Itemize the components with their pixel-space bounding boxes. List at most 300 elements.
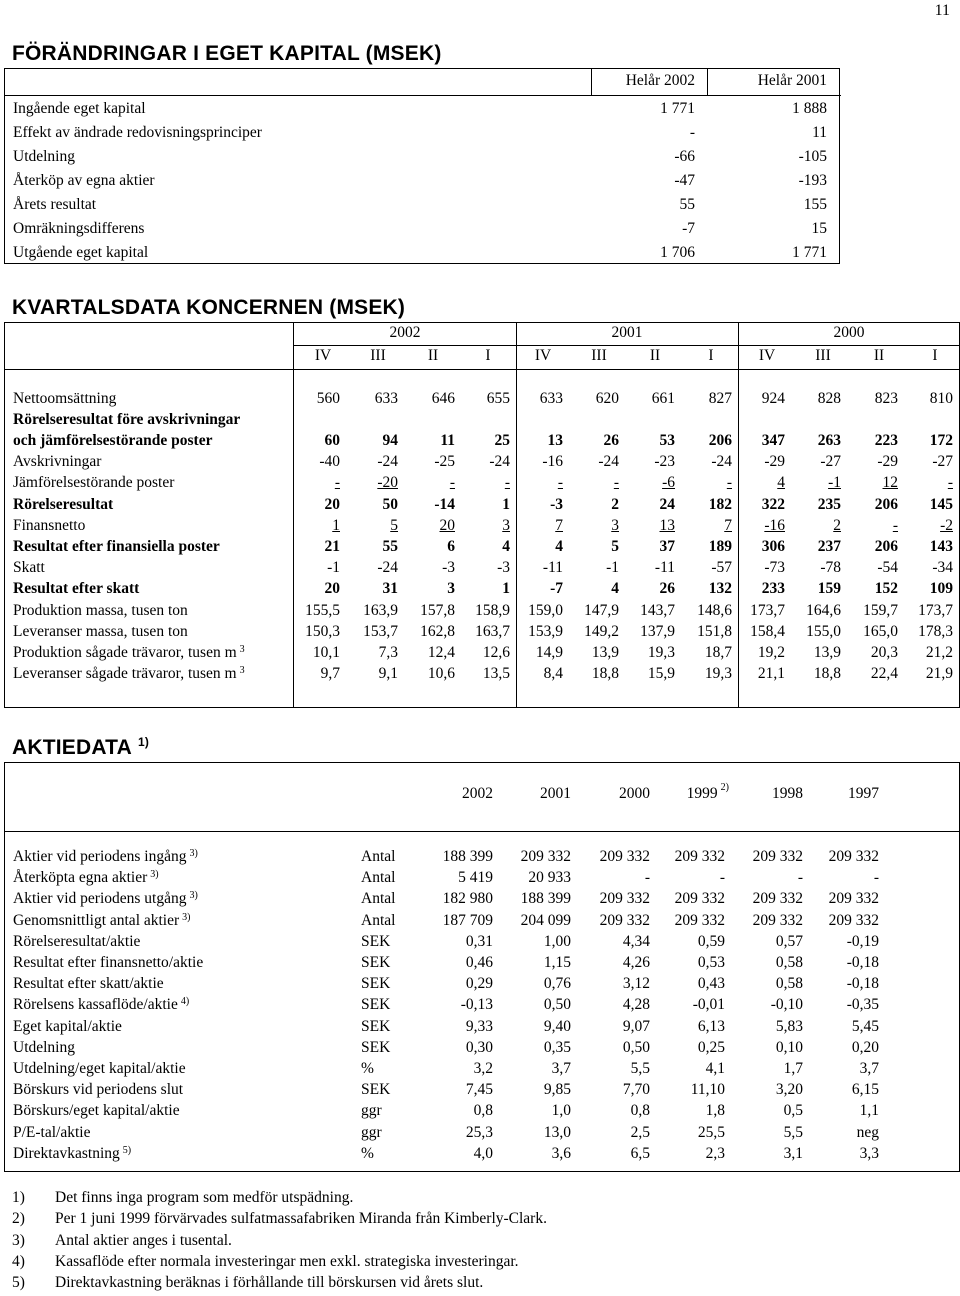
share-row-label: [13, 847, 198, 867]
quarterly-value: 233: [761, 580, 785, 598]
quarterly-value: 13,9: [591, 644, 619, 661]
share-value: 0,29: [465, 975, 493, 993]
quarterly-value: 21,1: [757, 665, 785, 683]
share-value: -0,10: [770, 996, 803, 1014]
quarterly-value: 26: [603, 432, 619, 450]
share-value: 0,43: [697, 975, 725, 993]
share-value: 1,0: [551, 1102, 571, 1120]
share-value: 209 332: [674, 848, 725, 865]
quarterly-row: [5, 473, 960, 494]
quarterly-value: 15,9: [647, 665, 675, 683]
equity-row-label: Årets resultat: [13, 196, 97, 213]
share-value: 25,3: [465, 1123, 493, 1141]
quarterly-value: 31: [382, 580, 398, 598]
share-row-unit: SEK: [361, 996, 391, 1014]
share-value: 5,5: [630, 1060, 650, 1077]
quarterly-row-label-text: Skatt: [13, 559, 45, 577]
share-value: 11,10: [690, 1081, 725, 1099]
quarterly-row-label: [13, 473, 174, 493]
share-value: 209 332: [599, 848, 650, 865]
share-row-label: [13, 1080, 183, 1100]
share-year-text: 1999: [686, 785, 718, 802]
share-row-label: [13, 1059, 186, 1079]
quarterly-row-label-text: Produktion sågade trävaror, tusen m: [13, 644, 237, 661]
share-row-label-text: Eget kapital/aktie: [13, 1017, 122, 1035]
share-value: 4,26: [622, 954, 650, 971]
quarterly-value: 164,6: [806, 601, 841, 619]
share-value: 3,6: [551, 1144, 571, 1162]
quarterly-value: -: [613, 474, 619, 492]
quarterly-value: 109: [929, 580, 953, 598]
equity-title: FÖRÄNDRINGAR I EGET KAPITAL (MSEK): [12, 42, 442, 65]
share-value: -0,19: [846, 932, 879, 950]
share-value: 209 332: [520, 848, 571, 865]
quarterly-value: 7,3: [378, 644, 398, 661]
quarterly-value: -29: [877, 453, 898, 471]
share-value: 20 933: [528, 869, 571, 887]
share-row-label-text: Resultat efter skatt/aktie: [13, 975, 164, 993]
quarterly-value: -57: [711, 559, 732, 577]
quarterly-value: 189: [708, 538, 732, 555]
quarterly-value: -27: [820, 453, 841, 471]
quarterly-value: 60: [324, 432, 340, 450]
quarter-header: IV: [314, 347, 332, 364]
quarterly-value: 173,7: [918, 601, 953, 619]
share-year-header: [413, 785, 493, 803]
equity-value-2001: 1 771: [792, 244, 827, 261]
equity-row-label: Utdelning: [13, 148, 75, 165]
share-value: 9,40: [543, 1017, 571, 1035]
equity-row: [5, 243, 841, 263]
footnote-number: 4): [12, 1252, 25, 1270]
quarterly-value: 10,1: [312, 644, 340, 661]
quarterly-value: -54: [877, 559, 898, 577]
share-value: 188 399: [442, 848, 493, 865]
quarterly-value: 655: [486, 390, 510, 407]
share-value: -0,13: [460, 996, 493, 1014]
quarterly-value: 173,7: [750, 601, 785, 619]
quarterly-value: -3: [497, 559, 510, 577]
quarterly-value: 50: [382, 495, 398, 513]
quarterly-value: 153,7: [363, 622, 398, 640]
quarterly-value: 7: [555, 516, 563, 534]
footnote: [12, 1253, 519, 1271]
share-row-label-text: Börskurs/eget kapital/aktie: [13, 1102, 180, 1120]
quarterly-value: 55: [382, 538, 398, 555]
quarterly-value: 823: [874, 390, 898, 407]
quarterly-row-label: [13, 558, 45, 578]
quarterly-row-label: [13, 410, 240, 430]
share-row-unit: SEK: [361, 932, 391, 950]
quarterly-row: [5, 389, 960, 410]
quarterly-value: 263: [817, 432, 841, 450]
quarter-header: II: [427, 347, 439, 364]
quarterly-row-label: [13, 664, 245, 684]
share-value: 6,13: [697, 1017, 725, 1035]
share-value: 209 332: [752, 911, 803, 929]
equity-header-2002: Helår 2002: [625, 72, 695, 89]
share-value: 1,15: [543, 954, 571, 971]
share-value: 0,25: [697, 1038, 725, 1056]
share-value: 4,28: [622, 996, 650, 1014]
share-value: 5,45: [851, 1017, 879, 1035]
share-row: [5, 1123, 960, 1143]
quarterly-value: -29: [764, 453, 785, 471]
quarterly-value: 8,4: [543, 665, 563, 683]
share-row: [5, 995, 960, 1015]
share-value: 7,45: [465, 1081, 493, 1099]
equity-value-2001: -193: [798, 172, 827, 189]
share-value: 209 332: [752, 848, 803, 865]
quarterly-value: 560: [316, 390, 340, 407]
quarterly-value: -: [947, 474, 953, 492]
share-row-label: [13, 1038, 75, 1058]
footnote: [12, 1210, 547, 1228]
quarterly-value: 646: [431, 390, 455, 407]
superscript: 3): [150, 869, 159, 881]
share-row-unit: SEK: [361, 1017, 391, 1035]
quarter-header: I: [485, 347, 491, 364]
quarterly-value: 827: [708, 390, 732, 407]
quarterly-row: [5, 537, 960, 558]
share-row-label-text: P/E-tal/aktie: [13, 1123, 91, 1141]
share-value: 0,76: [543, 975, 571, 993]
share-value: 209 332: [674, 890, 725, 908]
share-row-label: [13, 953, 203, 973]
quarterly-value: 206: [708, 432, 732, 450]
quarterly-value: 633: [374, 390, 398, 407]
equity-value-2001: 11: [812, 124, 827, 141]
quarter-header: I: [708, 347, 714, 364]
quarterly-value: -11: [542, 559, 563, 577]
quarter-header: III: [591, 347, 607, 364]
quarterly-value: 3: [447, 580, 455, 598]
quarterly-value: -25: [434, 453, 455, 471]
quarterly-value: -24: [598, 453, 619, 471]
share-row-unit: Antal: [361, 848, 396, 865]
quarterly-value: 153,9: [528, 622, 563, 640]
quarterly-row-label: [13, 452, 101, 472]
quarterly-value: 37: [659, 538, 675, 555]
share-value: -: [644, 869, 650, 887]
quarterly-value: 151,8: [697, 622, 732, 640]
share-value: 0,10: [775, 1038, 803, 1056]
share-value: 13,0: [543, 1123, 571, 1141]
quarterly-row-label: [13, 537, 220, 557]
share-value: 209 332: [599, 911, 650, 929]
share-value: 1,1: [859, 1102, 879, 1120]
share-value: 3,7: [859, 1060, 879, 1077]
equity-value-2002: -47: [674, 172, 695, 189]
share-row-unit: Antal: [361, 869, 396, 887]
quarter-header: IV: [758, 347, 776, 364]
quarterly-value: 13,9: [813, 644, 841, 661]
share-value: 3,1: [783, 1144, 803, 1162]
share-row: [5, 1080, 960, 1100]
share-row-label-text: Börskurs vid periodens slut: [13, 1081, 184, 1099]
quarterly-value: 26: [659, 580, 675, 598]
quarterly-value: -20: [377, 474, 398, 492]
quarterly-row-label: [13, 495, 113, 515]
share-value: 0,31: [465, 932, 493, 950]
quarterly-value: 924: [761, 390, 785, 407]
quarterly-value: 633: [539, 390, 563, 407]
quarterly-row-label-text: Nettoomsättning: [13, 390, 117, 407]
share-value: 5 419: [458, 869, 493, 887]
equity-value-2002: -66: [674, 148, 695, 165]
share-row-label: [13, 1123, 90, 1143]
equity-row: [5, 123, 841, 143]
quarter-header: II: [649, 347, 661, 364]
share-value: 1,00: [543, 932, 571, 950]
share-row-label-text: Resultat efter finansnetto/aktie: [13, 954, 204, 971]
equity-value-2001: 1 888: [792, 100, 827, 117]
quarterly-value: 2: [611, 495, 619, 513]
superscript: 5): [122, 1144, 132, 1156]
quarterly-value: 5: [611, 538, 619, 555]
share-year-text: 2001: [540, 785, 571, 802]
share-year-text: 1998: [772, 785, 803, 802]
quarterly-row-label-text: Leveranser massa, tusen ton: [13, 622, 188, 640]
equity-value-2002: -7: [682, 220, 695, 237]
quarterly-row: [5, 579, 960, 600]
share-value: 5,5: [783, 1123, 803, 1141]
share-year-text: 2002: [462, 785, 493, 802]
quarterly-value: 20: [324, 580, 340, 598]
equity-row: [5, 99, 841, 119]
equity-row-label: Återköp av egna aktier: [13, 172, 155, 189]
quarterly-value: -: [892, 516, 898, 534]
quarterly-value: 147,9: [584, 601, 619, 619]
share-row: [5, 1101, 960, 1121]
equity-row: [5, 195, 841, 215]
quarterly-value: 9,7: [320, 665, 340, 683]
quarterly-value: 14,9: [535, 644, 563, 661]
share-row-label: [13, 911, 191, 931]
quarterly-value: -: [449, 474, 455, 492]
share-value: 3,3: [859, 1144, 879, 1162]
share-row-label-text: Rörelseresultat/aktie: [13, 932, 141, 950]
quarterly-value: 2: [833, 516, 841, 534]
quarterly-value: 137,9: [640, 622, 675, 640]
share-row-unit: %: [361, 1060, 374, 1077]
quarterly-value: 163,7: [475, 622, 510, 640]
quarterly-value: 206: [874, 538, 898, 555]
quarter-header: II: [873, 347, 885, 364]
quarterly-year-header: 2000: [833, 324, 865, 341]
share-row-label: [13, 932, 140, 952]
quarterly-value: 132: [708, 580, 732, 598]
share-value: -: [873, 869, 879, 887]
share-value: -0,18: [846, 975, 879, 993]
quarterly-title: KVARTALSDATA KONCERNEN (MSEK): [12, 296, 406, 319]
share-row: [5, 932, 960, 952]
quarterly-year-header: 2002: [389, 324, 421, 341]
quarterly-row-label: [13, 601, 188, 621]
share-value: 209 332: [674, 911, 725, 929]
share-value: 204 099: [520, 911, 571, 929]
equity-row-label: Omräkningsdifferens: [13, 220, 145, 237]
share-value: -0,01: [692, 996, 725, 1014]
share-row-label: [13, 868, 159, 888]
quarterly-value: -: [557, 474, 563, 492]
quarterly-value: 159,0: [528, 601, 563, 619]
share-row-unit: SEK: [361, 954, 391, 971]
quarterly-value: 4: [777, 474, 785, 492]
quarterly-row-label-line2: och jämförelsestörande poster: [13, 432, 213, 450]
quarterly-value: 165,0: [863, 622, 898, 640]
share-value: 0,50: [622, 1038, 650, 1056]
share-row: [5, 1038, 960, 1058]
share-value: 9,33: [465, 1017, 493, 1035]
quarterly-value: 18,8: [813, 665, 841, 683]
share-row-unit: ggr: [361, 1123, 382, 1141]
quarterly-value: -14: [434, 495, 455, 513]
superscript: 3): [189, 848, 198, 859]
share-row-unit: SEK: [361, 1038, 391, 1056]
quarter-header: I: [932, 347, 938, 364]
superscript: 3): [189, 890, 198, 902]
share-value: 1,8: [705, 1102, 725, 1120]
share-value: -0,18: [846, 954, 879, 971]
share-value: 209 332: [828, 848, 879, 865]
share-value: 209 332: [752, 890, 803, 908]
quarterly-value: 152: [874, 580, 898, 598]
quarterly-value: -3: [442, 559, 455, 577]
quarter-header: III: [815, 347, 831, 364]
quarterly-row-label: [13, 643, 245, 663]
quarterly-value: 828: [817, 390, 841, 407]
share-value: 0,53: [697, 954, 725, 971]
footnote-text: Direktavkastning beräknas i förhållande till börskursen vid årets slut.: [55, 1274, 484, 1292]
quarterly-value: 661: [651, 390, 675, 407]
share-value: neg: [856, 1123, 879, 1141]
equity-value-2001: -105: [798, 148, 827, 165]
share-year-header: [649, 782, 729, 803]
share-value: 209 332: [828, 890, 879, 908]
quarterly-value: 158,9: [475, 601, 510, 619]
page-number: 11: [934, 2, 950, 19]
quarterly-row-label-text: Avskrivningar: [13, 453, 102, 471]
quarterly-value: 19,2: [757, 644, 785, 661]
quarterly-value: -24: [489, 453, 510, 471]
share-value: 1,7: [783, 1060, 803, 1077]
quarterly-value: 4: [555, 538, 563, 555]
quarterly-value: -73: [764, 559, 785, 577]
quarterly-value: 148,6: [697, 601, 732, 619]
quarterly-value: 94: [382, 432, 398, 450]
footnote-text: Antal aktier anges i tusental.: [55, 1231, 232, 1249]
quarterly-value: 13: [659, 516, 675, 534]
quarterly-value: 53: [659, 432, 675, 450]
share-value: 187 709: [442, 911, 493, 929]
quarterly-row-label-text: Rörelseresultat före avskrivningar: [13, 411, 241, 429]
share-year-text: 2000: [619, 785, 650, 802]
share-value: 0,8: [630, 1102, 650, 1120]
share-title-footnote: 1): [138, 735, 150, 749]
share-value: 0,30: [465, 1038, 493, 1056]
quarterly-value: -24: [711, 453, 732, 471]
share-value: 0,57: [775, 932, 803, 950]
superscript: 4): [180, 996, 190, 1008]
quarterly-value: 21,9: [925, 665, 953, 683]
quarterly-row: [5, 410, 960, 452]
equity-value-2002: 1 771: [660, 100, 695, 117]
share-year-header: [723, 785, 803, 803]
share-value: 0,20: [851, 1038, 879, 1056]
share-value: 3,12: [622, 975, 650, 993]
quarterly-value: 235: [817, 495, 841, 513]
quarterly-row: [5, 664, 960, 685]
equity-value-2002: 1 706: [660, 244, 695, 261]
quarterly-row-label-text: Resultat efter skatt: [13, 580, 140, 598]
share-row-label-text: Utdelning: [13, 1038, 75, 1056]
superscript: 3: [239, 644, 245, 655]
quarterly-row: [5, 516, 960, 537]
equity-row: [5, 147, 841, 167]
quarterly-value: 306: [761, 538, 785, 555]
quarterly-value: 143: [929, 538, 953, 555]
share-table: [4, 762, 960, 1172]
quarterly-row-label-text: Jämförelsestörande poster: [13, 474, 175, 492]
share-row-label: [13, 889, 198, 909]
quarterly-row-label: [13, 389, 116, 409]
quarterly-value: 9,1: [378, 665, 398, 683]
quarterly-value: 12,6: [482, 644, 510, 661]
quarterly-value: -3: [550, 495, 563, 513]
share-row-label-text: Direktavkastning: [13, 1144, 120, 1162]
quarterly-value: 159: [817, 580, 841, 598]
quarterly-value: 322: [761, 495, 785, 513]
quarterly-value: 25: [494, 432, 510, 450]
quarterly-value: 19,3: [647, 644, 675, 661]
share-row: [5, 974, 960, 994]
share-title: [12, 735, 149, 760]
equity-value-2002: 55: [679, 196, 695, 213]
equity-row: [5, 219, 841, 239]
share-row: [5, 953, 960, 973]
equity-row-label: Ingående eget kapital: [13, 100, 146, 117]
quarterly-value: 172: [929, 432, 953, 450]
superscript: 3: [239, 665, 245, 677]
share-value: 2,3: [705, 1144, 725, 1162]
quarter-header: III: [370, 347, 386, 364]
share-value: 5,83: [775, 1017, 803, 1035]
quarterly-value: 163,9: [363, 601, 398, 619]
quarterly-value: -16: [542, 453, 563, 471]
share-row-label-text: Återköpta egna aktier: [13, 869, 148, 887]
share-value: -: [797, 869, 803, 887]
share-title-text: AKTIEDATA: [12, 736, 133, 759]
quarterly-value: 159,7: [863, 601, 898, 619]
share-year-header: [570, 785, 650, 803]
quarterly-value: 22,4: [870, 665, 898, 683]
quarterly-row: [5, 495, 960, 516]
quarterly-value: 4: [502, 538, 510, 555]
quarterly-value: -: [726, 474, 732, 492]
quarterly-value: -23: [654, 453, 675, 471]
equity-row-label: Utgående eget kapital: [13, 244, 149, 261]
quarterly-value: 157,8: [420, 601, 455, 619]
share-value: 2,5: [630, 1123, 650, 1141]
quarterly-value: 11: [440, 432, 455, 450]
quarterly-value: 21: [324, 538, 340, 555]
equity-table: [4, 68, 840, 264]
quarterly-value: 620: [595, 390, 619, 407]
quarterly-row-label-text: Finansnetto: [13, 516, 86, 534]
quarterly-row-label: [13, 579, 139, 599]
share-value: 0,35: [543, 1038, 571, 1056]
